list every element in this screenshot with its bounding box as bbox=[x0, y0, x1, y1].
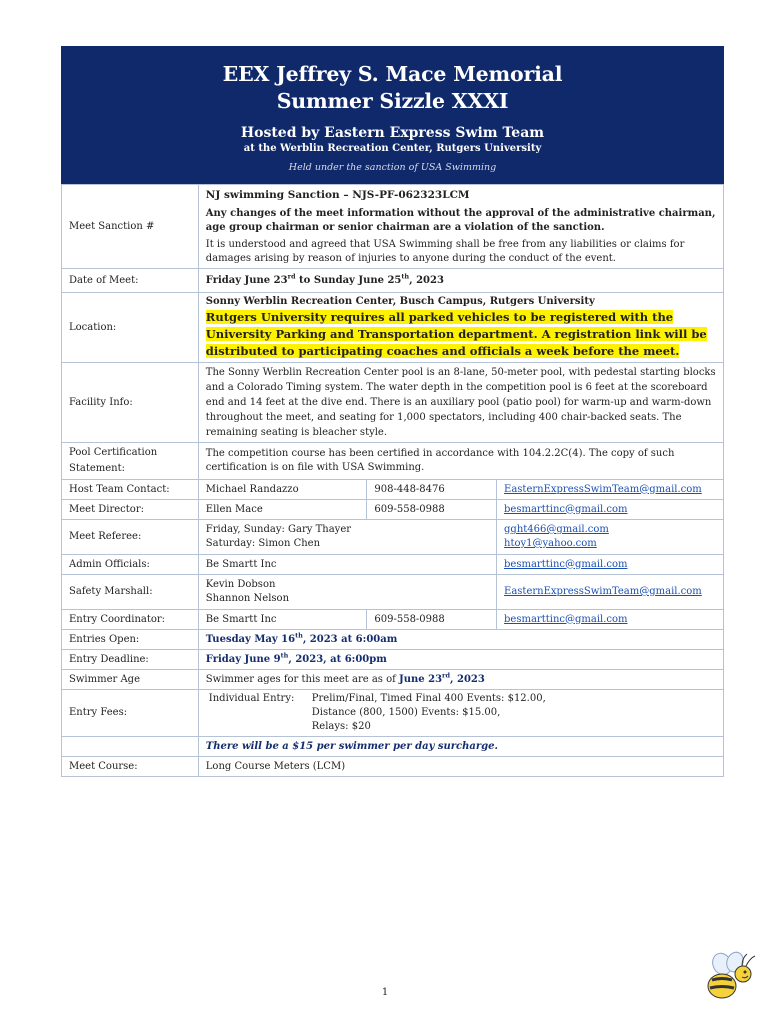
sanction-label: Meet Sanction # bbox=[62, 185, 199, 269]
meet-title-line1: EEX Jeffrey S. Mace Memorial bbox=[222, 62, 563, 86]
referee-email-link-2[interactable]: htoy1@yahoo.com bbox=[504, 538, 597, 549]
entries-open-suffix: th bbox=[295, 631, 303, 640]
certification-value: The competition course has been certified in accordance with 104.2.2C(4). The copy of such certification is on file with USA Swimming. bbox=[198, 443, 723, 480]
host-contact-label: Host Team Contact: bbox=[62, 480, 199, 500]
date-start-suffix: rd bbox=[287, 272, 296, 281]
sanction-warning: Any changes of the meet information without the approval of the administrative chairman, age group chairman or senior chairman are a violation of the sanction. bbox=[205, 208, 716, 233]
table-row bbox=[62, 575, 724, 610]
entry-deadline-value bbox=[198, 650, 723, 670]
entry-coordinator-name: Be Smartt Inc bbox=[198, 610, 367, 630]
certification-label: Pool Certification Statement: bbox=[62, 443, 199, 480]
swimmer-age-suffix: rd bbox=[442, 671, 451, 680]
table-row bbox=[62, 185, 724, 269]
fee-line-distance: Distance (800, 1500) Events: $15.00, bbox=[311, 707, 501, 718]
safety-email-link[interactable]: EasternExpressSwimTeam@gmail.com bbox=[504, 586, 702, 597]
table-row bbox=[62, 630, 724, 650]
entry-deadline-suffix: th bbox=[280, 651, 289, 660]
table-row bbox=[62, 737, 724, 757]
date-value bbox=[198, 269, 723, 293]
meet-info-table bbox=[61, 184, 724, 777]
date-label: Date of Meet: bbox=[62, 269, 199, 293]
table-row bbox=[62, 650, 724, 670]
admin-label: Admin Officials: bbox=[62, 555, 199, 575]
parking-notice-text: Rutgers University requires all parked vehicles to be registered with the University Parking and Transportation department. A registration link will be distributed to participating coaches and officials a week before the meet. bbox=[205, 310, 707, 358]
host-contact-name: Michael Randazzo bbox=[198, 480, 367, 500]
fees-label: Entry Fees: bbox=[62, 690, 199, 737]
swimmer-age-label: Swimmer Age bbox=[62, 670, 199, 690]
sanction-liability: It is understood and agreed that USA Swimming shall be free from any liabilities or claims for damages arising by reason of injuries to anyone during the conduct of the event. bbox=[205, 239, 685, 264]
facility-value: The Sonny Werblin Recreation Center pool is an 8-lane, 50-meter pool, with pedestal starting blocks and a Colorado Timing system. The water depth in the competition pool is 6 feet at the scoreboard end and 14 feet at the dive end. There is an auxiliary pool (patio pool) for warm-up and warm-down throughout the meet, and seating for 1,000 spectators, including 400 chair-backed seats. The remaining seating is bleacher style. bbox=[198, 363, 723, 443]
swimmer-age-value bbox=[198, 670, 723, 690]
director-name: Ellen Mace bbox=[198, 500, 367, 520]
entries-open-value bbox=[198, 630, 723, 650]
host-contact-phone: 908-448-8476 bbox=[367, 480, 497, 500]
entry-deadline-date: Friday June 9 bbox=[205, 653, 281, 665]
location-label: Location: bbox=[62, 293, 199, 363]
swimmer-age-text: Swimmer ages for this meet are as of bbox=[205, 673, 399, 685]
date-end-suffix: th bbox=[401, 272, 410, 281]
meet-header-banner bbox=[61, 46, 724, 184]
meet-title-line2: Summer Sizzle XXXI bbox=[276, 89, 509, 113]
director-phone: 609-558-0988 bbox=[367, 500, 497, 520]
table-row bbox=[62, 443, 724, 480]
course-value: Long Course Meters (LCM) bbox=[198, 757, 723, 777]
referee-email-link-1[interactable]: gght466@gmail.com bbox=[504, 524, 609, 535]
facility-label: Facility Info: bbox=[62, 363, 199, 443]
table-row bbox=[62, 757, 724, 777]
fee-line-relays: Relays: $20 bbox=[311, 721, 371, 732]
director-email-link[interactable]: besmarttinc@gmail.com bbox=[504, 503, 628, 515]
entry-coordinator-phone: 609-558-0988 bbox=[367, 610, 497, 630]
table-row bbox=[62, 670, 724, 690]
entries-open-label: Entries Open: bbox=[62, 630, 199, 650]
entry-coordinator-email-link[interactable]: besmarttinc@gmail.com bbox=[504, 613, 628, 625]
surcharge-notice: There will be a $15 per swimmer per day surcharge. bbox=[198, 737, 723, 757]
entry-coordinator-label: Entry Coordinator: bbox=[62, 610, 199, 630]
safety-marshall-1: Kevin Dobson bbox=[205, 579, 276, 590]
individual-entry-label: Individual Entry: bbox=[208, 693, 295, 704]
sanction-value bbox=[198, 185, 723, 269]
course-label: Meet Course: bbox=[62, 757, 199, 777]
referee-saturday: Saturday: Simon Chen bbox=[205, 538, 321, 549]
page-number: 1 bbox=[381, 987, 389, 998]
referee-names bbox=[198, 520, 496, 555]
sanction-note: Held under the sanction of USA Swimming bbox=[288, 162, 497, 173]
entries-open-time: , 2023 at 6:00am bbox=[302, 633, 398, 645]
parking-notice bbox=[206, 309, 716, 360]
safety-label: Safety Marshall: bbox=[62, 575, 199, 610]
table-row bbox=[62, 690, 724, 737]
table-row bbox=[62, 610, 724, 630]
location-value bbox=[198, 293, 723, 363]
bee-mascot-icon bbox=[700, 950, 760, 1004]
location-venue: Sonny Werblin Recreation Center, Busch Campus, Rutgers University bbox=[205, 296, 595, 307]
fees-label-continued bbox=[62, 737, 199, 757]
table-row bbox=[62, 293, 724, 363]
host-team: Hosted by Eastern Express Swim Team bbox=[240, 125, 545, 141]
sanction-number: NJ swimming Sanction – NJS-PF-062323LCM bbox=[205, 189, 470, 201]
entry-deadline-time: , 2023, at 6:00pm bbox=[288, 653, 387, 665]
host-location: at the Werblin Recreation Center, Rutgers University bbox=[243, 143, 542, 154]
entries-open-date: Tuesday May 16 bbox=[205, 633, 296, 645]
table-row bbox=[62, 363, 724, 443]
referee-emails bbox=[497, 520, 724, 555]
date-end: to Sunday June 25 bbox=[295, 274, 402, 286]
table-row bbox=[62, 555, 724, 575]
admin-name: Be Smartt Inc bbox=[198, 555, 496, 575]
host-contact-email-link[interactable]: EasternExpressSwimTeam@gmail.com bbox=[504, 483, 702, 495]
safety-marshall-2: Shannon Nelson bbox=[205, 593, 290, 604]
table-row bbox=[62, 269, 724, 293]
table-row bbox=[62, 500, 724, 520]
referee-label: Meet Referee: bbox=[62, 520, 199, 555]
date-year: , 2023 bbox=[409, 274, 444, 286]
safety-names bbox=[198, 575, 496, 610]
fees-value bbox=[198, 690, 723, 737]
referee-friday-sunday: Friday, Sunday: Gary Thayer bbox=[205, 524, 352, 535]
date-start: Friday June 23 bbox=[205, 274, 288, 286]
table-row bbox=[62, 520, 724, 555]
fee-line-prelim-final: Prelim/Final, Timed Final 400 Events: $12.00, bbox=[311, 693, 546, 704]
entry-deadline-label: Entry Deadline: bbox=[62, 650, 199, 670]
swimmer-age-year: , 2023 bbox=[450, 673, 485, 685]
admin-email-link[interactable]: besmarttinc@gmail.com bbox=[504, 558, 628, 570]
swimmer-age-date: June 23 bbox=[399, 673, 443, 685]
table-row bbox=[62, 480, 724, 500]
director-label: Meet Director: bbox=[62, 500, 199, 520]
meet-title bbox=[61, 46, 724, 115]
